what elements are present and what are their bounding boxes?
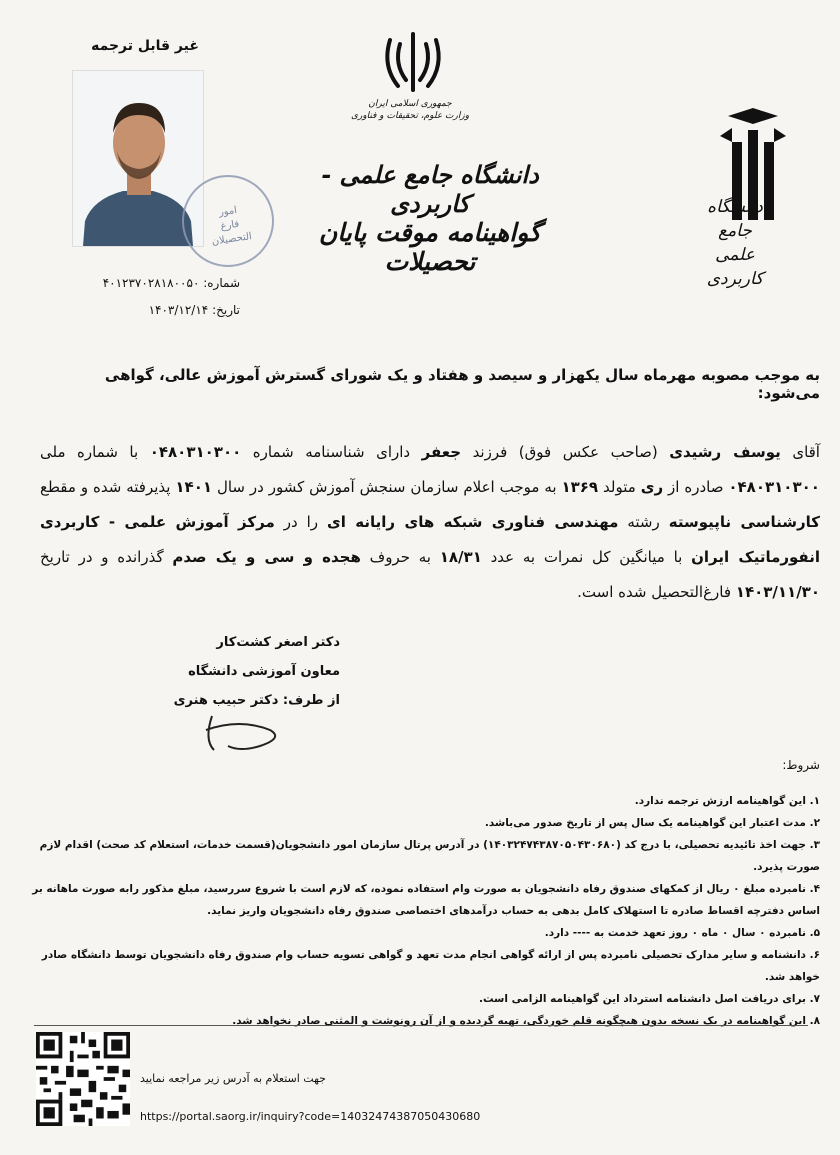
father-name: جعفر: [421, 443, 462, 461]
text-segment: دارای شناسنامه شماره: [252, 443, 411, 461]
issued-place: ری: [640, 478, 664, 496]
education-center: مرکز آموزش علمی - کاربردی انفورماتیک ایران: [40, 513, 820, 566]
birth-year: ۱۳۶۹: [561, 478, 599, 496]
signature-block: [140, 628, 340, 715]
iran-emblem-icon: [378, 28, 448, 98]
inquiry-url-link[interactable]: https://portal.saorg.ir/inquiry?code=14032474387050430680: [140, 1110, 481, 1123]
text-segment: را در: [283, 513, 319, 531]
text-segment: متولد: [603, 478, 636, 496]
number-value: ۴۰۱۲۳۷۰۲۸۱۸۰۰۵۰: [102, 276, 200, 290]
text-segment: به حروف: [369, 548, 431, 566]
signatory-on-behalf: از طرف: دکتر حبیب هنری: [173, 693, 340, 708]
text-segment: صادره از: [668, 478, 724, 496]
condition-item: ۵. نامبرده ۰ سال ۰ ماه ۰ روز تعهد خدمت به ---- دارد.: [544, 927, 820, 939]
certification-paragraph: [40, 435, 820, 610]
condition-item: ۳. جهت اخذ تائیدیه تحصیلی، با درج کد (۱۴۰۳۲۴۷۴۳۸۷۰۵۰۴۳۰۶۸۰) در آدرس پرتال سازمان امور دانشجویان(قسمت خدمات، استعلام کد صحت) اقدام لازم صورت پذیرد.: [39, 839, 820, 873]
condition-item: ۱. این گواهینامه ارزش ترجمه ندارد.: [634, 795, 820, 807]
date-label: تاریخ:: [212, 303, 240, 317]
condition-item: ۶. دانشنامه و سایر مدارک تحصیلی نامبرده پس از ارائه گواهی انجام مدت تعهد و گواهی تسویه حساب وام صندوق رفاه دانشجویان توسط دانشگاه صادر خواهد شد.: [41, 949, 820, 983]
national-id: ۰۴۸۰۳۱۰۳۰۰: [728, 478, 820, 496]
text-segment: گذرانده و در تاریخ: [40, 548, 164, 566]
certificate-number: [60, 276, 240, 290]
field-of-study: مهندسی فناوری شبکه های رایانه ای: [326, 513, 619, 531]
condition-item: ۲. مدت اعتبار این گواهینامه یک سال پس از تاریخ صدور می‌باشد.: [484, 817, 820, 829]
text-segment: پذیرفته شده و مقطع: [40, 478, 171, 496]
decree-text: به موجب مصوبه مهرماه سال یکهزار و سیصد و هفتاد و یک شورای گسترش آموزش عالی، گواهی می‌شود:: [104, 366, 820, 402]
text-segment: با شماره ملی: [40, 443, 139, 461]
graduation-date: ۱۴۰۳/۱۱/۳۰: [735, 583, 820, 601]
text-segment: رشته: [627, 513, 660, 531]
gpa-words: هجده و سی و یک صدم: [172, 548, 361, 566]
student-name: یوسف رشیدی: [669, 443, 781, 461]
admission-year: ۱۴۰۱: [175, 478, 213, 496]
certificate-title: گواهینامه موقت پایان تحصیلات: [318, 218, 542, 276]
conditions-title: شروط:: [782, 758, 820, 772]
text-segment: فارغ‌التحصیل شده است.: [577, 583, 732, 601]
university-logo-text: دانشگاه جامع علمی کاربردی: [706, 197, 764, 289]
condition-item: ۴. نامبرده مبلغ ۰ ریال از کمکهای صندوق رفاه دانشجویان به صورت وام استفاده نموده، که لازم است با شروع سررسید، مبلغ مذکور رابه صورت ماهانه بر اساس دفترچه اقساط صادره تا استهلاک کامل بدهی به حساب درآمدهای اختصاصی صندوق رفاه دانشجویان واریز نماید.: [32, 883, 820, 917]
footer-divider: [34, 1025, 808, 1026]
untranslatable-note: غیر قابل ترجمه: [91, 38, 199, 54]
qr-code-icon[interactable]: [36, 1032, 130, 1126]
text-segment: به موجب اعلام سازمان سنجش آموزش کشور در سال: [216, 478, 557, 496]
conditions-list: [30, 790, 820, 1032]
university-title: دانشگاه جامع علمی - کاربردی: [321, 160, 539, 218]
stamp-text: امور فارغ التحصیلان: [211, 204, 253, 248]
ministry-label: جمهوری اسلامی ایران وزارت علوم، تحقیقات و فناوری: [350, 99, 470, 121]
certificate-date: [60, 303, 240, 317]
date-value: ۱۴۰۳/۱۲/۱۴: [148, 303, 209, 317]
condition-item: ۸. این گواهینامه در یک نسخه بدون هیچگونه قلم خوردگی، تهیه گردیده و از آن رونوشت و المثنی صادر نخواهد شد.: [232, 1015, 820, 1027]
inquiry-label: جهت استعلام به آدرس زیر مراجعه نمایید: [140, 1072, 326, 1085]
signature-scribble-icon: [200, 710, 290, 754]
signatory-name: دکتر اصغر کشت‌کار: [216, 635, 340, 650]
text-segment: با میانگین کل نمرات به عدد: [490, 548, 683, 566]
text-segment: آقای: [792, 443, 820, 461]
gpa-number: ۱۸/۳۱: [439, 548, 482, 566]
birth-certificate-number: ۰۴۸۰۳۱۰۳۰۰: [149, 443, 242, 461]
text-segment: (صاحب عکس فوق) فرزند: [472, 443, 658, 461]
condition-item: ۷. برای دریافت اصل دانشنامه استرداد این گواهینامه الزامی است.: [478, 993, 820, 1005]
signatory-role: معاون آموزشی دانشگاه: [188, 664, 340, 679]
degree: کارشناسی ناپیوسته: [668, 513, 820, 531]
number-label: شماره:: [203, 276, 240, 290]
